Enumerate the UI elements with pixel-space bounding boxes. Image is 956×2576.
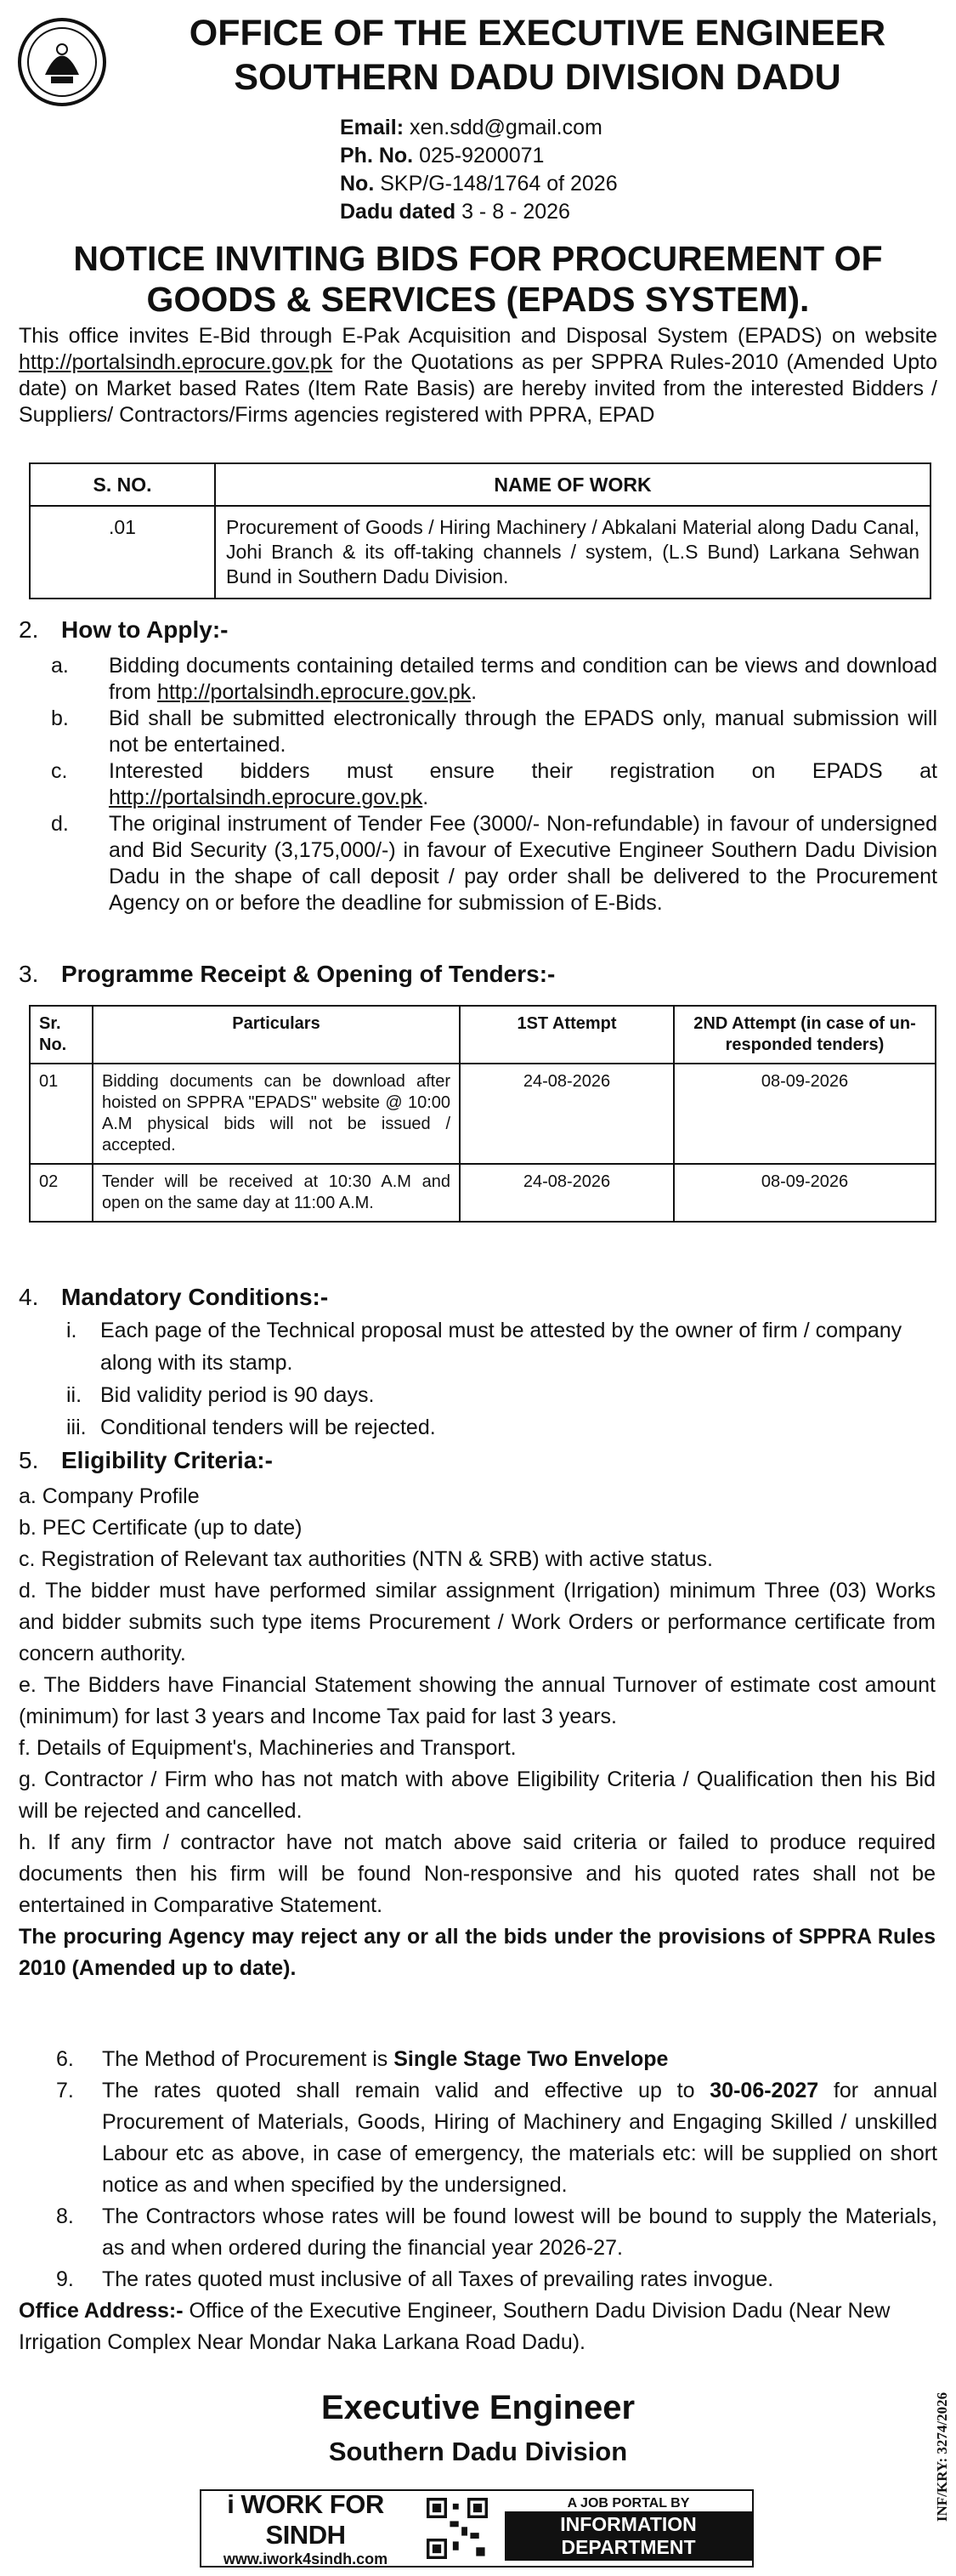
list-item: f. Details of Equipment's, Machineries and Transport. bbox=[19, 1736, 517, 1760]
programme-header-2nd: 2ND Attempt (in case of un-responded tenders) bbox=[674, 1006, 936, 1064]
portal-link[interactable]: http://portalsindh.eprocure.gov.pk bbox=[19, 350, 333, 374]
list-item: e. The Bidders have Financial Statement showing the annual Turnover of estimate cost amount (minimum) for last 3 years and Income Tax paid for last 3 years. bbox=[19, 1673, 936, 1728]
phone-value: 025-9200071 bbox=[419, 144, 545, 167]
programme-header-1st: 1ST Attempt bbox=[460, 1006, 674, 1064]
work-table bbox=[29, 462, 931, 599]
programme-header-particulars: Particulars bbox=[93, 1006, 460, 1064]
list-item: a. Bidding documents containing detailed terms and condition can be views and download from http://portalsindh.eprocure.gov.pk. bbox=[51, 654, 937, 704]
how-to-apply-list bbox=[25, 653, 937, 916]
list-item: d. The original instrument of Tender Fee (3000/- Non-refundable) in favour of undersigned and Bid Security (3,175,000/-) in favour of Executive Engineer Southern Dadu Division Dadu in the shape of call deposit / pay order shall be delivered to the Procurement Agency on or before the deadline for submission of E-Bids. bbox=[51, 812, 937, 915]
eligibility-list bbox=[19, 1481, 936, 1984]
division-title: SOUTHERN DADU DIVISION DADU bbox=[234, 57, 841, 98]
list-item: b. PEC Certificate (up to date) bbox=[19, 1516, 303, 1540]
list-item: i. Each page of the Technical proposal must be attested by the owner of firm / company along with its stamp. bbox=[66, 1319, 902, 1375]
brand-name: WORK FOR SINDH bbox=[240, 2488, 384, 2550]
sindh-government-emblem-icon bbox=[15, 15, 109, 109]
list-item: c. Interested bidders must ensure their registration on EPADS at http://portalsindh.eprocure.gov.pk. bbox=[51, 759, 937, 809]
registration-link[interactable]: http://portalsindh.eprocure.gov.pk bbox=[109, 786, 423, 809]
signature-subtitle: Southern Dadu Division bbox=[328, 2437, 628, 2466]
section-programme: 3. Programme Receipt & Opening of Tenders:- bbox=[19, 961, 556, 987]
work-table-sno: .01 bbox=[30, 506, 215, 599]
office-title: OFFICE OF THE EXECUTIVE ENGINEER bbox=[189, 13, 886, 54]
list-item: iii. Conditional tenders will be rejected. bbox=[66, 1416, 436, 1439]
list-item: b. Bid shall be submitted electronically through the EPADS only, manual submission will not be entertained. bbox=[51, 706, 937, 757]
qr-code-icon bbox=[427, 2498, 488, 2559]
programme-header-sr: Sr. No. bbox=[30, 1006, 93, 1064]
programme-table bbox=[29, 1005, 936, 1223]
dated-label: Dadu dated bbox=[340, 200, 456, 224]
list-item: g. Contractor / Firm who has not match with above Eligibility Criteria / Qualification then his Bid will be rejected and cancelled. bbox=[19, 1767, 936, 1823]
list-item: 6. The Method of Procurement is Single Stage Two Envelope bbox=[56, 2047, 669, 2071]
notice-heading: NOTICE INVITING BIDS FOR PROCUREMENT OF GOODS & SERVICES (EPADS SYSTEM). bbox=[73, 239, 883, 319]
work-table-header-sno: S. NO. bbox=[30, 463, 215, 506]
footer-url[interactable]: www.iwork4sindh.com bbox=[223, 2550, 388, 2567]
mandatory-list bbox=[25, 1314, 937, 1444]
footer-brand bbox=[201, 2489, 410, 2568]
list-item: c. Registration of Relevant tax authorities (NTN & SRB) with active status. bbox=[19, 1547, 713, 1571]
contact-block bbox=[340, 114, 618, 226]
section-how-to-apply: 2. How to Apply:- bbox=[19, 616, 229, 643]
list-item: 7. The rates quoted shall remain valid and effective up to 30-06-2027 for annual Procurement of Materials, Goods, Hiring of Machinery and Engaging Skilled / unskilled Labour etc as above, in case of emergency, the materials etc: will be supplied on short notice as and when specified by the undersigned. bbox=[56, 2079, 937, 2197]
office-address: Office Address:- Office of the Executive Engineer, Southern Dadu Division Dadu (Near New Irrigation Complex Near Mondar Naka Larkana Road Dadu). bbox=[19, 2299, 891, 2354]
list-item: ii. Bid validity period is 90 days. bbox=[66, 1383, 375, 1407]
dated-value: 3 - 8 - 2026 bbox=[461, 200, 570, 224]
agency-note: The procuring Agency may reject any or all the bids under the provisions of SPPRA Rules 2010 (Amended up to date). bbox=[19, 1925, 936, 1980]
letter-no-label: No. bbox=[340, 172, 375, 196]
section-eligibility: 5. Eligibility Criteria:- bbox=[19, 1447, 273, 1473]
side-reference: INF/KRY: 3274/2026 bbox=[934, 2392, 950, 2522]
email-label: Email: bbox=[340, 116, 404, 139]
letter-no-value: SKP/G-148/1764 of 2026 bbox=[380, 172, 618, 196]
list-item: d. The bidder must have performed similar assignment (Irrigation) minimum Three (03) Works and bidder submits such type items Procurement / Work Orders or performance certificate from concern authority. bbox=[19, 1579, 936, 1665]
signature-title: Executive Engineer bbox=[320, 2389, 636, 2426]
footer-department bbox=[505, 2496, 752, 2561]
list-item: a. Company Profile bbox=[19, 1484, 200, 1508]
footer-banner bbox=[200, 2489, 754, 2567]
portal-text: A JOB PORTAL BY bbox=[567, 2496, 690, 2511]
email-value: xen.sdd@gmail.com bbox=[409, 116, 602, 139]
list-item: h. If any firm / contractor have not match above said criteria or failed to produce required documents then his firm will be found Non-responsive and his quoted rates shall not be entertained in Comparative Statement. bbox=[19, 1830, 936, 1917]
table-row: 01 Bidding documents can be download after hoisted on SPPRA "EPADS" website @ 10:00 A.M physical bids will not be issued / accepted. 24-08-2026 08-09-2026 bbox=[30, 1064, 936, 1164]
work-table-header-name: NAME OF WORK bbox=[215, 463, 931, 506]
work-table-name: Procurement of Goods / Hiring Machinery / Abkalani Material along Dadu Canal, Johi Branch & its off-taking channels / system, (L.S Bund) Larkana Sehwan Bund in Southern Dadu Division. bbox=[215, 506, 931, 599]
numbered-conditions bbox=[19, 2044, 937, 2358]
table-row: 02 Tender will be received at 10:30 A.M and open on the same day at 11:00 A.M. 24-08-2026 08-09-2026 bbox=[30, 1164, 936, 1222]
list-item: 9. The rates quoted must inclusive of all Taxes of prevailing rates invogue. bbox=[56, 2267, 774, 2291]
download-link[interactable]: http://portalsindh.eprocure.gov.pk bbox=[156, 680, 472, 704]
list-item: 8. The Contractors whose rates will be found lowest will be bound to supply the Materials, as and when ordered during the financial year 2026-27. bbox=[56, 2204, 937, 2260]
section-mandatory: 4. Mandatory Conditions:- bbox=[19, 1284, 329, 1310]
department-text: INFORMATION DEPARTMENT bbox=[505, 2511, 752, 2561]
intro-paragraph: This office invites E-Bid through E-Pak Acquisition and Disposal System (EPADS) on website http://portalsindh.eprocure.gov.pk for the Quotations as per SPPRA Rules-2010 (Amended Upto date) on Market based Rates (Item Rate Basis) are hereby invited from the interested Bidders / Suppliers/ Contractors/Firms agencies registered with PPRA, EPAD bbox=[19, 324, 937, 427]
phone-label: Ph. No. bbox=[340, 144, 414, 167]
brand-i: i bbox=[227, 2488, 235, 2519]
